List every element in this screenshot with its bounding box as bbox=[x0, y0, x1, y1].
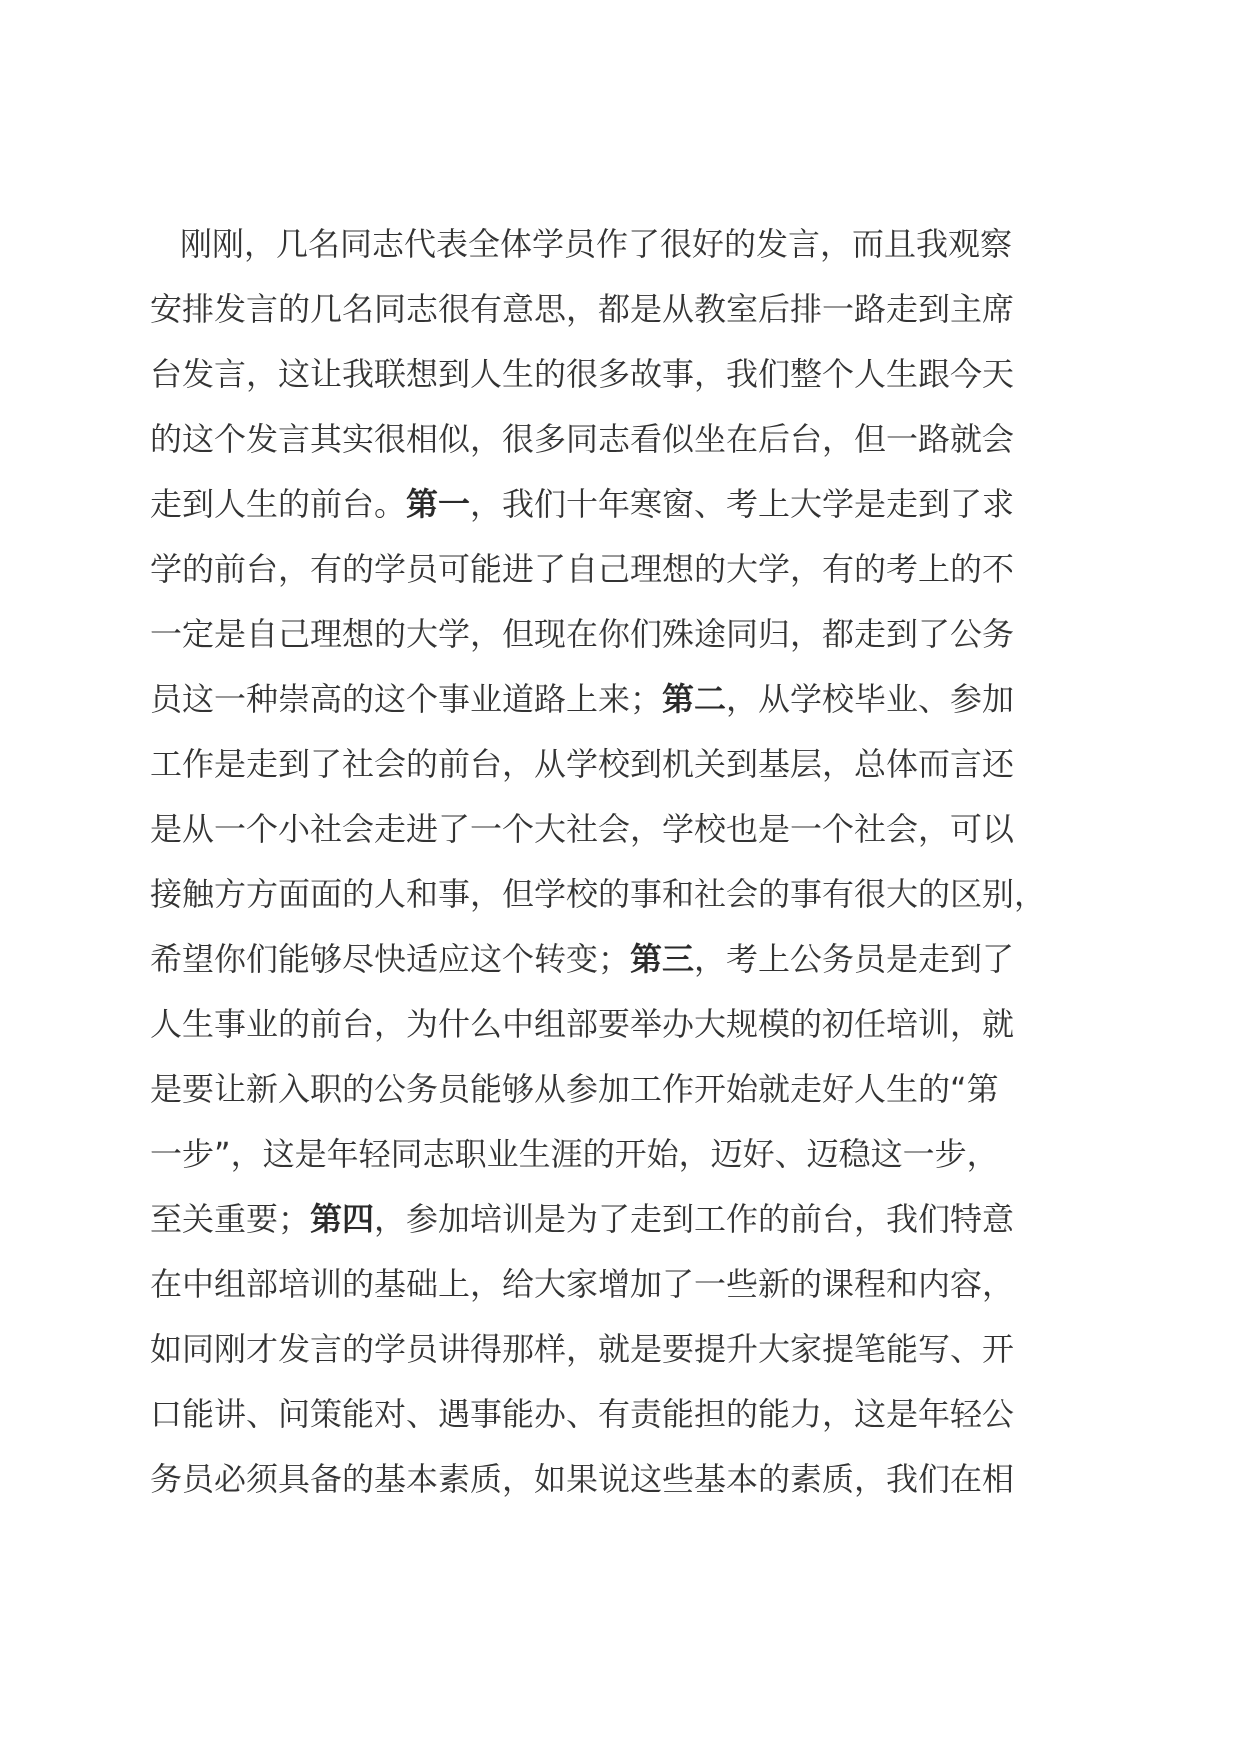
text-run: 希望你们能够尽快适应这个转变； bbox=[150, 940, 631, 978]
text-run: 人生事业的前台，为什么中组部要举办大规模的初任培训，就 bbox=[150, 1005, 1015, 1043]
text-line bbox=[150, 1382, 1090, 1447]
text-run: 如同刚才发言的学员讲得那样，就是要提升大家提笔能写、开 bbox=[150, 1330, 1015, 1368]
text-run: ，考上公务员是走到了 bbox=[694, 940, 1015, 978]
text-line bbox=[150, 797, 1090, 862]
text-run: ，我们十年寒窗、考上大学是走到了求 bbox=[470, 485, 1015, 523]
text-line bbox=[150, 862, 1090, 927]
text-run: 务员必须具备的基本素质，如果说这些基本的素质，我们在相 bbox=[150, 1460, 1015, 1498]
text-run: 口能讲、问策能对、遇事能办、有责能担的能力，这是年轻公 bbox=[150, 1395, 1015, 1433]
text-run: 在中组部培训的基础上，给大家增加了一些新的课程和内容， bbox=[150, 1265, 1015, 1303]
text-run: 员这一种崇高的这个事业道路上来； bbox=[150, 680, 663, 718]
text-line bbox=[150, 1252, 1090, 1317]
text-run: 是从一个小社会走进了一个大社会，学校也是一个社会，可以 bbox=[150, 810, 1015, 848]
bold-heading-marker: 第四 bbox=[310, 1200, 375, 1238]
text-run: 至关重要； bbox=[150, 1200, 311, 1238]
text-run: 一步”，这是年轻同志职业生涯的开始，迈好、迈稳这一步， bbox=[150, 1135, 999, 1173]
text-line bbox=[150, 342, 1090, 407]
text-line bbox=[150, 537, 1090, 602]
bold-heading-marker: 第三 bbox=[630, 940, 695, 978]
text-line bbox=[150, 602, 1090, 667]
body-paragraph bbox=[150, 212, 1090, 1512]
text-line bbox=[150, 407, 1090, 472]
text-run: 学的前台，有的学员可能进了自己理想的大学，有的考上的不 bbox=[150, 550, 1015, 588]
text-line bbox=[150, 1187, 1090, 1252]
bold-heading-marker: 第二 bbox=[662, 680, 727, 718]
text-run: 工作是走到了社会的前台，从学校到机关到基层，总体而言还 bbox=[150, 745, 1015, 783]
text-run: 刚刚，几名同志代表全体学员作了很好的发言，而且我观察 bbox=[180, 225, 1013, 263]
text-run: 台发言，这让我联想到人生的很多故事，我们整个人生跟今天 bbox=[150, 355, 1015, 393]
text-line bbox=[150, 1057, 1090, 1122]
text-run: ，参加培训是为了走到工作的前台，我们特意 bbox=[374, 1200, 1015, 1238]
text-run: 安排发言的几名同志很有意思，都是从教室后排一路走到主席 bbox=[150, 290, 1015, 328]
bold-heading-marker: 第一 bbox=[406, 485, 471, 523]
text-line bbox=[150, 1122, 1090, 1187]
text-line bbox=[150, 277, 1090, 342]
text-line bbox=[150, 732, 1090, 797]
text-run: 接触方方面面的人和事，但学校的事和社会的事有很大的区别， bbox=[150, 875, 1047, 913]
text-line bbox=[150, 212, 1090, 277]
text-line bbox=[150, 992, 1090, 1057]
text-line bbox=[150, 1447, 1090, 1512]
text-run: ，从学校毕业、参加 bbox=[726, 680, 1015, 718]
text-run: 是要让新入职的公务员能够从参加工作开始就走好人生的“第 bbox=[150, 1070, 999, 1108]
text-run: 走到人生的前台。 bbox=[150, 485, 407, 523]
text-run: 一定是自己理想的大学，但现在你们殊途同归，都走到了公务 bbox=[150, 615, 1015, 653]
text-line bbox=[150, 472, 1090, 537]
text-line bbox=[150, 667, 1090, 732]
text-line bbox=[150, 1317, 1090, 1382]
text-run: 的这个发言其实很相似，很多同志看似坐在后台，但一路就会 bbox=[150, 420, 1015, 458]
text-line bbox=[150, 927, 1090, 992]
